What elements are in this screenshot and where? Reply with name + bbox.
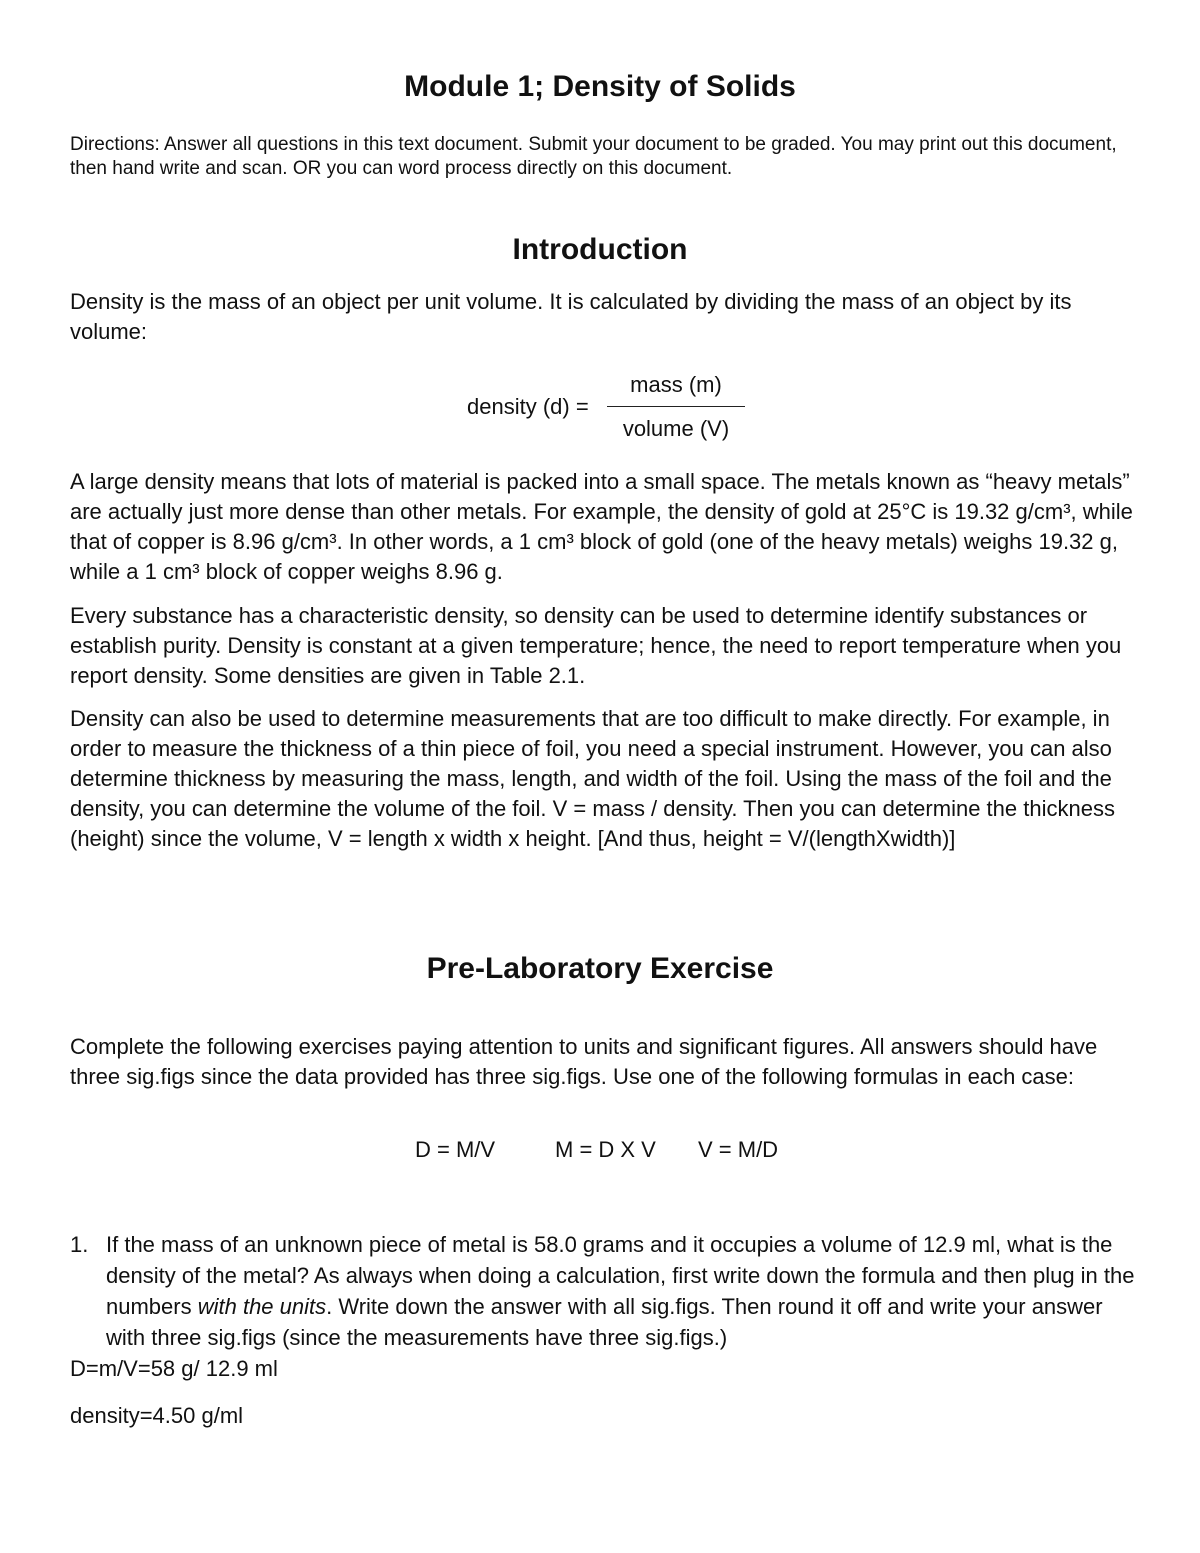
question-1-number: 1.: [70, 1232, 89, 1257]
introduction-heading: Introduction: [512, 233, 688, 266]
density-equation: [0, 372, 1200, 452]
question-1-text: [106, 1229, 1136, 1353]
answer-line-2[interactable]: density=4.50 g/ml: [70, 1403, 244, 1428]
question-1-text-part-b: . Write down the answer with all sig.figs. Then round it off and write your answer with three sig.figs (since the measurements have three sig.figs.): [106, 1294, 1103, 1350]
question-1-text-part-a: If the mass of an unknown piece of metal is 58.0 grams and it occupies a volume of 12.9 ml, what is the density of the metal? As always when doing a calculation, first write down the formula and then plug in the numbers: [106, 1232, 1135, 1319]
equation-numerator: mass (m): [630, 372, 722, 397]
formula-volume: V = M/D: [698, 1137, 779, 1162]
document-title: Module 1; Density of Solids: [404, 70, 796, 103]
heavy-metals-paragraph: A large density means that lots of material is packed into a small space. The metals known as “heavy metals” are actually just more dense than other metals. For example, the density of gold at 25°C is 19.32 g/cm³, while that of copper is 8.96 g/cm³. In other words, a 1 cm³ block of gold (one of the heavy metals) weighs 19.32 g, while a 1 cm³ block of copper weighs 8.96 g.: [70, 469, 1133, 584]
prelab-heading: Pre-Laboratory Exercise: [426, 952, 774, 985]
equation-lhs: density (d) =: [467, 394, 589, 419]
formula-mass: M = D X V: [555, 1137, 656, 1162]
answer-line-1[interactable]: D=m/V=58 g/ 12.9 ml: [70, 1356, 278, 1381]
equation-denominator: volume (V): [622, 416, 730, 441]
fraction-bar: [607, 406, 745, 407]
foil-thickness-paragraph: Density can also be used to determine measurements that are too difficult to make directly. For example, in order to measure the thickness of a thin piece of foil, you need a special instrument. However, you can also determine thickness by measuring the mass, length, and width of the foil. Using the mass of the foil and the density, you can determine the volume of the foil. V = mass / density. Then you can determine the thickness (height) since the volume, V = length x width x height. [And thus, height = V/(lengthXwidth)]: [70, 706, 1115, 851]
characteristic-density-paragraph: Every substance has a characteristic density, so density can be used to determine identify substances or establish purity. Density is constant at a given temperature; hence, the need to report temperature when you report density. Some densities are given in Table 2.1.: [70, 603, 1122, 688]
question-1-text-italic: with the units: [197, 1294, 327, 1319]
intro-paragraph: Density is the mass of an object per unit volume. It is calculated by dividing the mass of an object by its volume:: [70, 289, 1072, 344]
formula-density: D = M/V: [415, 1137, 496, 1162]
directions-text: Directions: Answer all questions in this text document. Submit your document to be graded. You may print out this document, then hand write and scan. OR you can word process directly on this document.: [70, 134, 1117, 179]
prelab-paragraph: Complete the following exercises paying attention to units and significant figures. All answers should have three sig.figs since the data provided has three sig.figs. Use one of the following formulas in each case:: [70, 1034, 1098, 1089]
